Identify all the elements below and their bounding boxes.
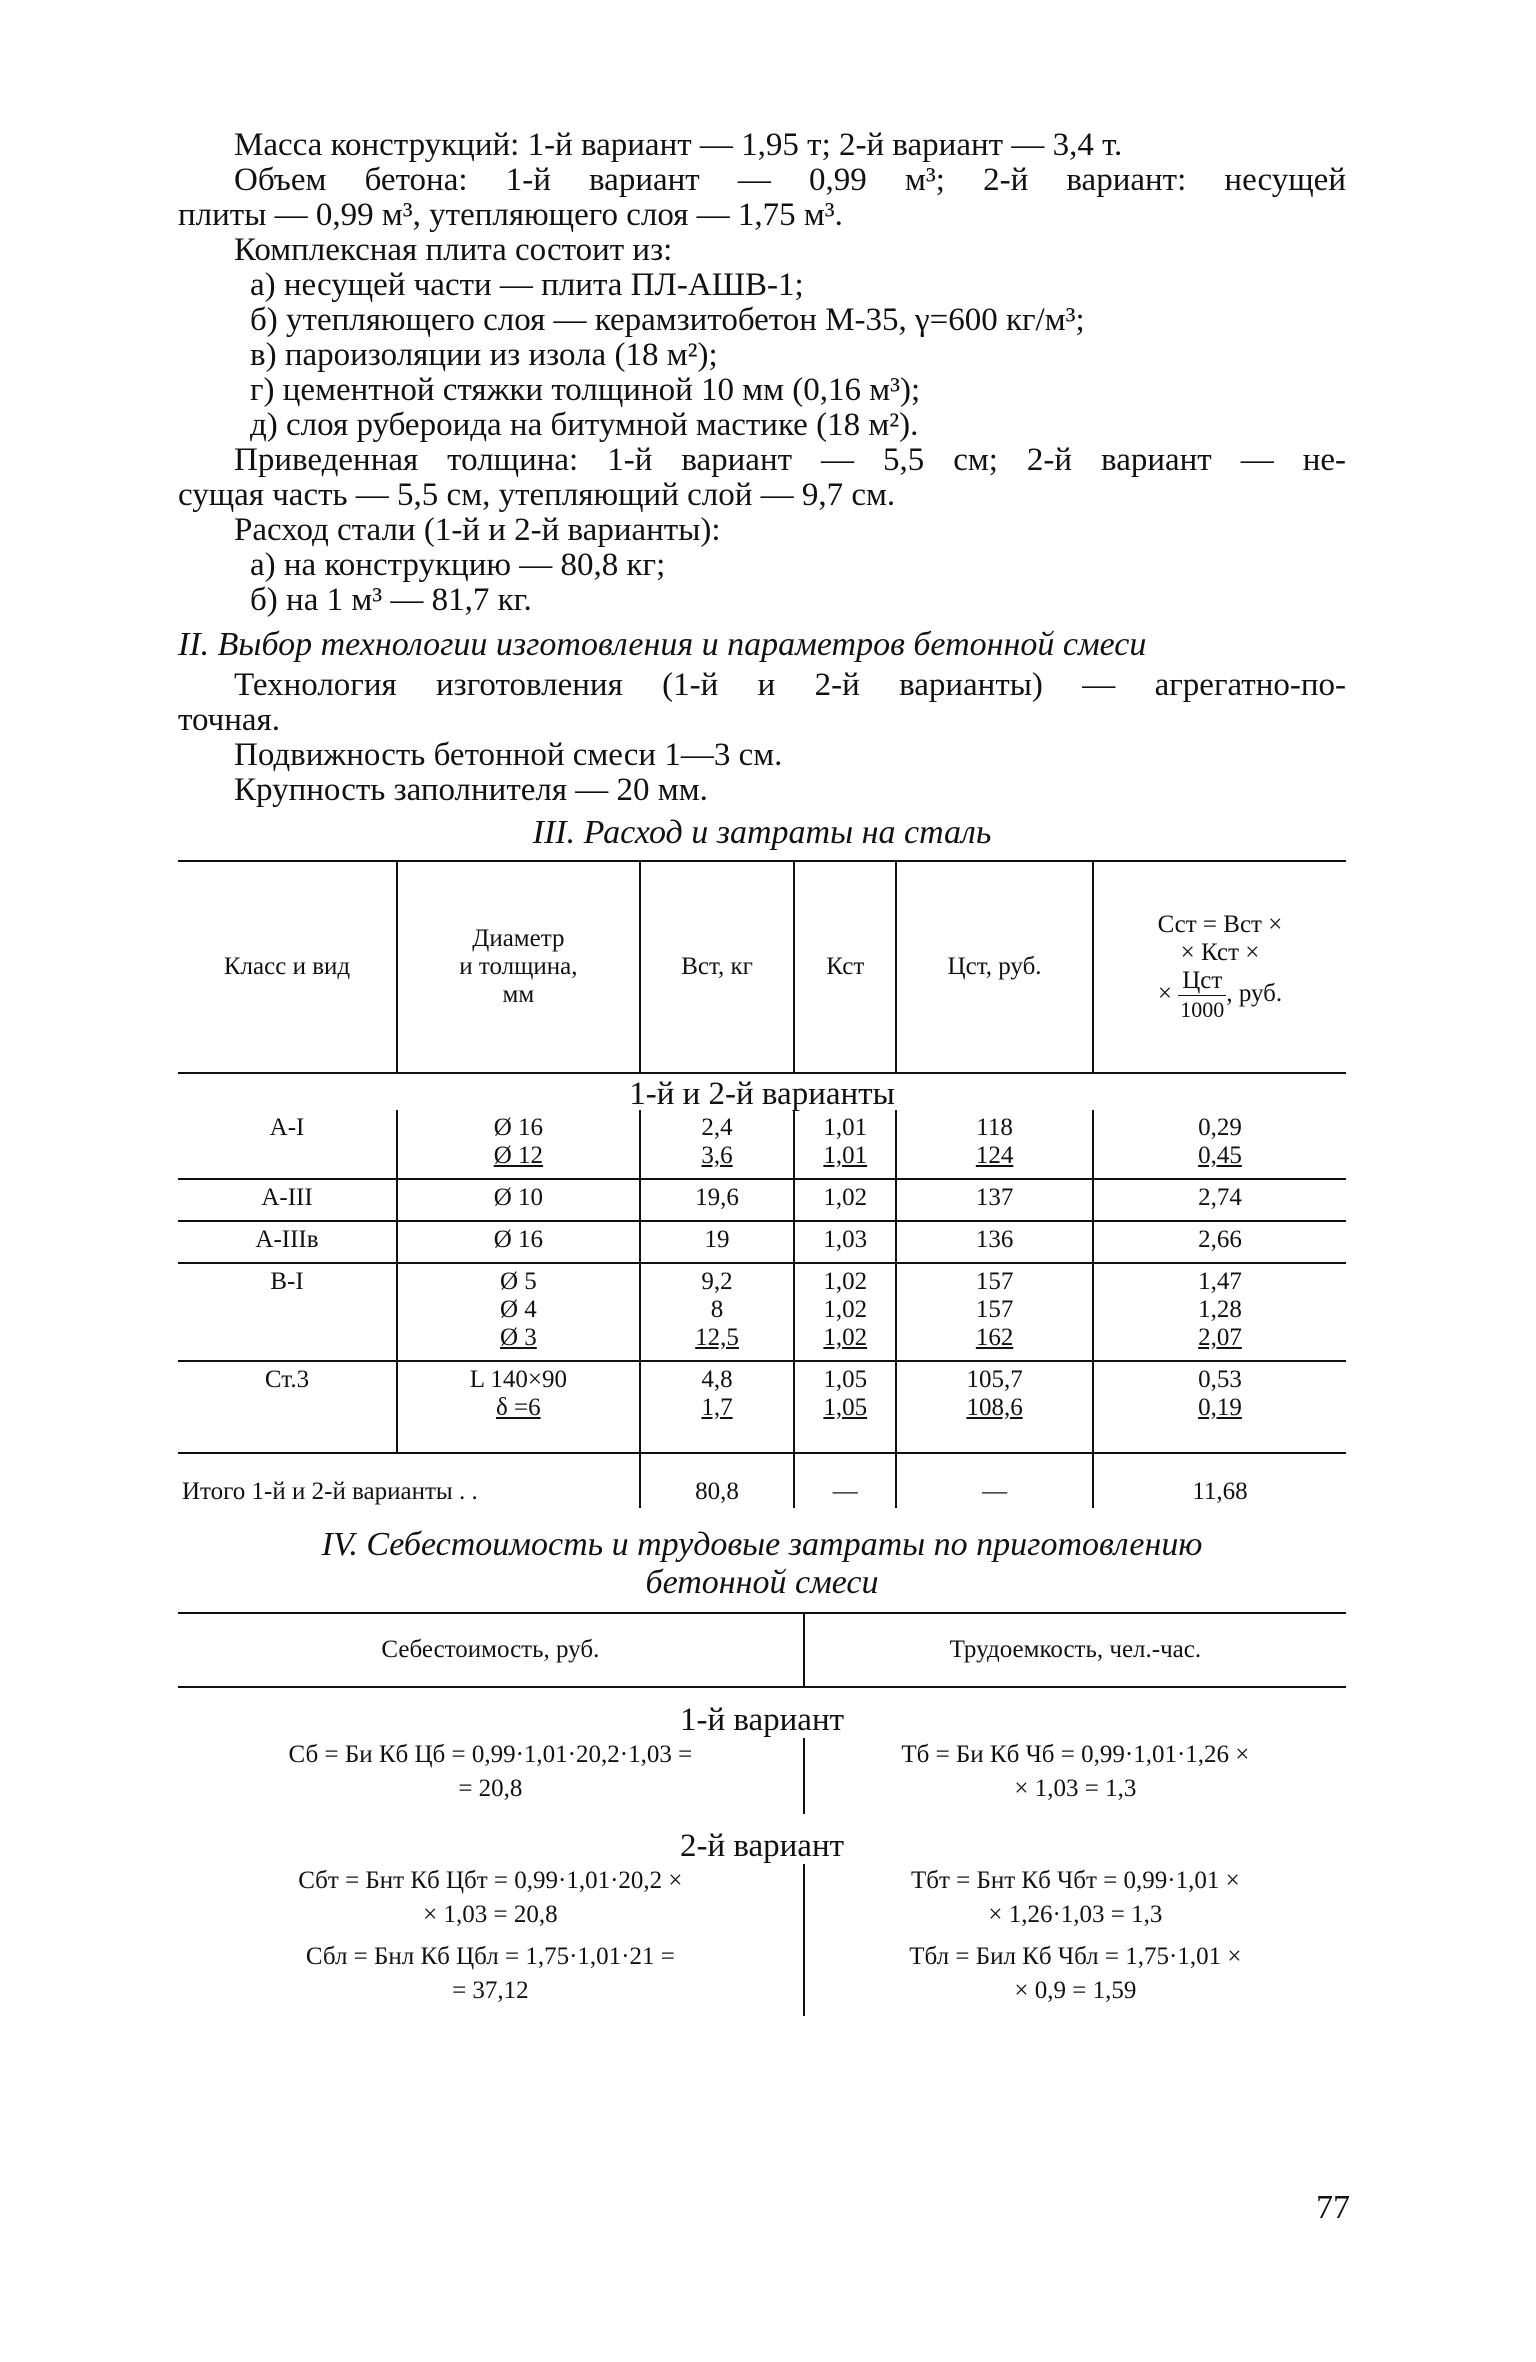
cell-value: Ø 16: [493, 1226, 544, 1253]
cell-p: [896, 1221, 1093, 1263]
header-coef: Кст: [794, 861, 896, 1073]
table-header-row: [178, 1613, 1346, 1687]
cell-value: Ø 5: [499, 1268, 537, 1295]
variants-row: [178, 1073, 1346, 1110]
cell-class: A-IIIв: [178, 1221, 397, 1263]
header-diameter: [397, 861, 640, 1073]
variant-1-label: 1-й вариант: [679, 1702, 845, 1738]
thickness-paragraph-line1: Приведенная толщина: 1-й вариант — 5,5 см; 2-й вариант — не-: [234, 442, 1346, 478]
cell-value: 1,01: [823, 1114, 868, 1141]
thickness-paragraph-line2: сущая часть — 5,5 см, утепляющий слой — 9,7 см.: [178, 477, 896, 513]
table-row: [178, 1263, 1346, 1361]
cell-value: 1,03: [823, 1226, 868, 1253]
cell-value: 0,53: [1198, 1366, 1242, 1393]
header-class: Класс и вид: [223, 953, 351, 980]
cell-value: 157: [975, 1268, 1014, 1295]
volume-paragraph-line2: плиты — 0,99 м³, утепляющего слоя — 1,75 м³.: [178, 197, 843, 233]
cell-value: 8: [710, 1296, 724, 1323]
cell-value: 4,8: [701, 1366, 733, 1393]
list-item: б) утепляющего слоя — керамзитобетон М-35, γ=600 кг/м³;: [250, 302, 1085, 338]
table-header-row: [178, 861, 1346, 1073]
formula-labor: [804, 1864, 1346, 1940]
cell-p: [896, 1263, 1093, 1361]
cell-m: [640, 1110, 795, 1179]
cell-d: [397, 1361, 640, 1453]
mobility-paragraph: Подвижность бетонной смеси 1—3 см.: [234, 737, 783, 773]
fraction-numerator: Цст: [1178, 967, 1226, 996]
section-4-title-line1: IV. Себестоимость и трудовые затраты по приготовлению: [321, 1526, 1203, 1563]
steel-table-body: [178, 1073, 1346, 1508]
header-diameter-line: Диаметр: [472, 925, 565, 952]
cell-c: [1093, 1179, 1346, 1221]
cell-class: A-I: [178, 1110, 397, 1179]
formula-line: × 0,9 = 1,59: [1014, 1977, 1137, 2004]
formula-line: × 1,03 = 1,3: [1014, 1775, 1137, 1802]
cell-value: 1,02: [823, 1268, 868, 1295]
cell-p: [896, 1179, 1093, 1221]
cell-value: 1,01: [823, 1142, 868, 1169]
price-fraction: [1178, 967, 1226, 1024]
technology-paragraph-line2: точная.: [178, 702, 280, 738]
cell-c: [1093, 1263, 1346, 1361]
cell-value: L 140×90: [469, 1366, 567, 1393]
cell-m: [640, 1263, 795, 1361]
cell-value: 9,2: [701, 1268, 733, 1295]
aggregate-paragraph: Крупность заполнителя — 20 мм.: [234, 772, 708, 808]
section-4-title-line2: бетонной смеси: [645, 1564, 879, 1601]
cell-value: 1,02: [823, 1324, 868, 1351]
cell-value: 19: [704, 1226, 730, 1253]
cell-value: 12,5: [695, 1324, 739, 1351]
cell-k: [794, 1361, 896, 1453]
header-prime-cost: Себестоимость, руб.: [381, 1636, 600, 1663]
cell-value: 118: [976, 1114, 1013, 1141]
variant-1-row: [178, 1687, 1346, 1738]
header-mass: Вст, кг: [640, 861, 795, 1073]
cell-d: [397, 1110, 640, 1179]
cell-value: 2,66: [1198, 1226, 1242, 1253]
total-coef: —: [794, 1453, 896, 1508]
total-label: Итого 1-й и 2-й варианты . .: [182, 1478, 478, 1505]
cell-value: Ø 4: [499, 1296, 537, 1323]
cell-value: 1,7: [701, 1394, 733, 1421]
table-row: [178, 1179, 1346, 1221]
cell-p: [896, 1110, 1093, 1179]
header-cost: [1093, 861, 1346, 1073]
formula-cost: [178, 1940, 804, 2016]
header-diameter-line: мм: [502, 981, 535, 1008]
cell-c: [1093, 1361, 1346, 1453]
page-number: 77: [1316, 2189, 1350, 2226]
cell-c: [1093, 1221, 1346, 1263]
cell-value: 137: [975, 1184, 1014, 1211]
cell-d: [397, 1179, 640, 1221]
cell-m: [640, 1221, 795, 1263]
concrete-cost-table: [178, 1612, 1346, 2016]
formula-row: [178, 1864, 1346, 1940]
formula-labor: [804, 1940, 1346, 2016]
formula-row: [178, 1940, 1346, 2016]
section-2-title: II. Выбор технологии изготовления и параметров бетонной смеси: [178, 626, 1147, 663]
cell-value: 1,02: [823, 1296, 868, 1323]
formula-line: × 1,03 = 20,8: [423, 1901, 558, 1928]
formula-line: Сбт = Бнт Кб Цбт = 0,99·1,01·20,2 ×: [298, 1867, 683, 1894]
header-cost-line: [1098, 967, 1342, 1024]
formula-line: Сбл = Бнл Кб Цбл = 1,75·1,01·21 =: [305, 1943, 675, 1970]
table-row: [178, 1110, 1346, 1179]
cell-value: 2,4: [701, 1114, 733, 1141]
cell-value: 105,7: [966, 1366, 1023, 1393]
table-row: [178, 1361, 1346, 1453]
cell-value: 0,29: [1198, 1114, 1242, 1141]
formula-line: Тб = Би Кб Чб = 0,99·1,01·1,26 ×: [901, 1741, 1250, 1768]
list-item: д) слоя рубероида на битумной мастике (18 м²).: [250, 407, 919, 443]
variants-label: 1-й и 2-й варианты: [629, 1076, 895, 1112]
cell-value: 2,74: [1198, 1184, 1242, 1211]
formula-line: Тбл = Бил Кб Чбл = 1,75·1,01 ×: [909, 1943, 1242, 1970]
mass-paragraph: Масса конструкций: 1-й вариант — 1,95 т; 2-й вариант — 3,4 т.: [234, 127, 1123, 163]
cell-c: [1093, 1110, 1346, 1179]
cell-value: Ø 12: [493, 1142, 544, 1169]
total-cost: 11,68: [1093, 1453, 1346, 1508]
cell-value: Ø 16: [493, 1114, 544, 1141]
cell-value: Ø 3: [499, 1324, 537, 1351]
formula-labor: [804, 1738, 1346, 1814]
cell-m: [640, 1179, 795, 1221]
formula-line: × 1,26·1,03 = 1,3: [988, 1901, 1163, 1928]
cell-p: [896, 1361, 1093, 1453]
page-content: [178, 128, 1346, 2016]
table-row: [178, 1221, 1346, 1263]
cell-value: 1,02: [823, 1184, 868, 1211]
cell-value: 136: [975, 1226, 1014, 1253]
cell-value: 2,07: [1198, 1324, 1242, 1351]
total-row: [178, 1453, 1346, 1508]
cell-d: [397, 1221, 640, 1263]
list-item: б) на 1 м³ — 81,7 кг.: [250, 582, 532, 618]
composition-heading: Комплексная плита состоит из:: [234, 232, 673, 268]
cell-d: [397, 1263, 640, 1361]
list-item: а) на конструкцию — 80,8 кг;: [250, 547, 666, 583]
header-price: Цст, руб.: [896, 861, 1093, 1073]
formula-cost: [178, 1738, 804, 1814]
total-price: —: [896, 1453, 1093, 1508]
header-cost-line: × Кст ×: [1180, 938, 1260, 966]
cell-value: 3,6: [701, 1142, 733, 1169]
list-item: а) несущей части — плита ПЛ-АШВ-1;: [250, 267, 804, 303]
cell-value: δ =6: [496, 1394, 541, 1421]
cell-k: [794, 1263, 896, 1361]
formula-line: Тбт = Бнт Кб Чбт = 0,99·1,01 ×: [910, 1867, 1240, 1894]
formula-line: = 20,8: [458, 1775, 523, 1802]
section-3-title: III. Расход и затраты на сталь: [532, 814, 992, 851]
list-item: г) цементной стяжки толщиной 10 мм (0,16 м³);: [250, 372, 921, 408]
cell-class: A-III: [178, 1179, 397, 1221]
cell-value: 162: [975, 1324, 1014, 1351]
cell-value: 19,6: [695, 1184, 739, 1211]
cell-k: [794, 1221, 896, 1263]
variant-2-label: 2-й вариант: [679, 1828, 845, 1864]
header-diameter-line: и толщина,: [459, 953, 578, 980]
technology-paragraph-line1: Технология изготовления (1-й и 2-й варианты) — агрегатно-по-: [234, 667, 1346, 703]
total-mass: 80,8: [640, 1453, 795, 1508]
cost-unit: , руб.: [1226, 979, 1283, 1007]
multiply-sign: ×: [1157, 979, 1172, 1007]
cell-value: 157: [975, 1296, 1014, 1323]
formula-cost: [178, 1864, 804, 1940]
cell-value: 124: [975, 1142, 1014, 1169]
cell-m: [640, 1361, 795, 1453]
cell-k: [794, 1179, 896, 1221]
cell-value: 1,47: [1198, 1268, 1242, 1295]
variant-2-row: [178, 1814, 1346, 1864]
cell-value: Ø 10: [493, 1184, 544, 1211]
volume-paragraph-line1: Объем бетона: 1-й вариант — 0,99 м³; 2-й вариант: несущей: [234, 162, 1346, 198]
steel-usage-heading: Расход стали (1-й и 2-й варианты):: [234, 512, 721, 548]
cell-value: 0,45: [1198, 1142, 1242, 1169]
cell-value: 1,05: [823, 1394, 868, 1421]
formula-line: = 37,12: [452, 1977, 529, 2004]
fraction-denominator: 1000: [1180, 996, 1225, 1022]
list-item: в) пароизоляции из изола (18 м²);: [250, 337, 718, 373]
composition-list: [178, 268, 1346, 443]
steel-cost-table: [178, 860, 1346, 1508]
cell-value: 1,05: [823, 1366, 868, 1393]
cell-class: Ст.3: [178, 1361, 397, 1453]
cell-value: 0,19: [1198, 1394, 1242, 1421]
cell-value: 108,6: [966, 1394, 1023, 1421]
formula-line: Сб = Би Кб Цб = 0,99·1,01·20,2·1,03 =: [288, 1741, 693, 1768]
header-labor: Трудоемкость, чел.-час.: [804, 1613, 1346, 1687]
cell-value: 1,28: [1198, 1296, 1242, 1323]
header-cost-line: Сст = Вст ×: [1157, 910, 1283, 938]
cell-class: B-I: [178, 1263, 397, 1361]
steel-usage-list: [178, 548, 1346, 618]
cell-k: [794, 1110, 896, 1179]
formula-row: [178, 1738, 1346, 1814]
